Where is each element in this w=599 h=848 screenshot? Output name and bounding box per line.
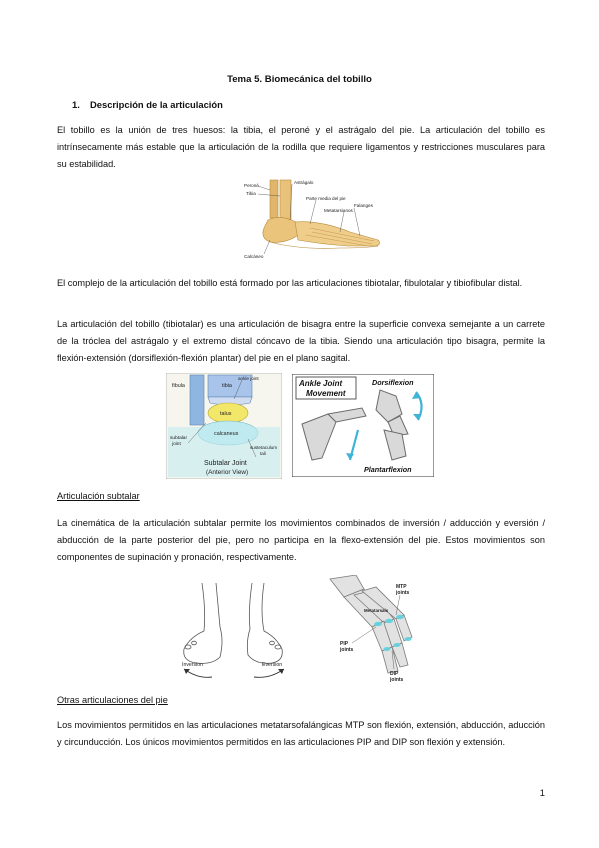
label-parte-media: Parte media del pie — [306, 196, 346, 201]
label-plantarflexion: Plantarflexion — [364, 465, 412, 474]
label-metatarsals: Metatarsals — [364, 608, 389, 613]
inversion-eversion-figure — [176, 581, 292, 681]
paragraph-other-joints: Los movimientos permitidos en las articulaciones metatarsofalángicas MTP son flexión, extensión, abducción, aducción y circunducción. Los únicos movimientos permitidos en las articulaciones PIP and DIP son flexión y extensión. — [57, 720, 545, 748]
label-mtp: MTP — [396, 584, 407, 590]
label-pip: PIP — [340, 641, 349, 647]
label-tali: tali — [260, 451, 266, 456]
figure-caption: Subtalar Joint — [204, 460, 247, 467]
foot-anatomy-figure — [240, 178, 390, 262]
section-label: Descripción de la articulación — [90, 99, 223, 110]
label-dip-joints: joints — [390, 677, 404, 683]
page-title: Tema 5. Biomecánica del tobillo — [227, 74, 372, 85]
subheading-subtalar: Articulación subtalar — [57, 491, 140, 501]
page-number: 1 — [539, 787, 545, 798]
label-falanges: Falanges — [354, 203, 373, 208]
label-tibia-2: tibia — [222, 383, 232, 389]
label-astragalo: Astrágalo — [294, 180, 314, 185]
label-pip-joints: joints — [340, 647, 354, 653]
label-subtalar: subtalar — [170, 436, 188, 441]
movement-title-1: Ankle Joint — [299, 379, 343, 388]
ankle-movement-figure — [292, 374, 434, 477]
subtalar-joint-figure — [166, 373, 282, 479]
label-inversion: Inversion — [182, 662, 204, 668]
label-dip: DIP — [390, 671, 399, 677]
paragraph-complex: El complejo de la articulación del tobillo está formado por las articulaciones tibiotalar, fibulotalar y tibiofibular distal. — [57, 278, 523, 288]
label-perone: Peroné — [244, 183, 259, 188]
label-eversion: Eversion — [262, 662, 283, 668]
paragraph-intro: El tobillo es la unión de tres huesos: la tibia, el peroné y el astrágalo del pie. La articulación del tobillo es intrínsecamente más estable que la articulación de la rodilla que requiere ligamentos y restricciones musculares para su estabilidad. — [57, 125, 545, 170]
label-mtp-joints: joints — [396, 590, 410, 596]
section-heading — [72, 99, 223, 110]
subheading-other-joints: Otras articulaciones del pie — [57, 695, 168, 705]
label-dorsiflexion: Dorsiflexion — [372, 378, 414, 387]
paragraph-tibiotalar: La articulación del tobillo (tibiotalar) es una articulación de bisagra entre la superficie convexa semejante a un carrete de la tróclea del astrágalo y el extremo distal cóncavo de la tibia. Siendo una articulación tipo bisagra, permite la flexión-extensión (dorsiflexión-flexión plantar) del pie en el plano sagital. — [57, 319, 545, 364]
label-sustentaculum: sustetaculum — [250, 445, 278, 450]
label-fibula: fibula — [172, 383, 185, 389]
label-calcaneus: calcaneus — [214, 431, 239, 437]
figure-caption-2: (Anterior View) — [206, 469, 249, 476]
paragraph-subtalar: La cinemática de la articulación subtalar permite los movimientos combinados de inversión / adducción y eversión / abducción de la parte posterior del pie, pero no participa en la flexo-extensión del pie. Estos movimientos son componentes de supinación y pronación, respectivamente. — [57, 518, 545, 563]
movement-title-2: Movement — [306, 389, 346, 398]
label-calcaneo: Calcáneo — [244, 254, 264, 259]
foot-joints-figure — [326, 575, 420, 683]
section-number: 1. — [72, 99, 80, 110]
label-tibia: Tibia — [246, 191, 256, 196]
label-ankle-joint: ankle joint — [238, 376, 259, 381]
label-metatarsianos: Metatarsianos — [324, 208, 353, 213]
label-talus: talus — [220, 411, 232, 417]
label-joint: joint — [172, 442, 181, 447]
